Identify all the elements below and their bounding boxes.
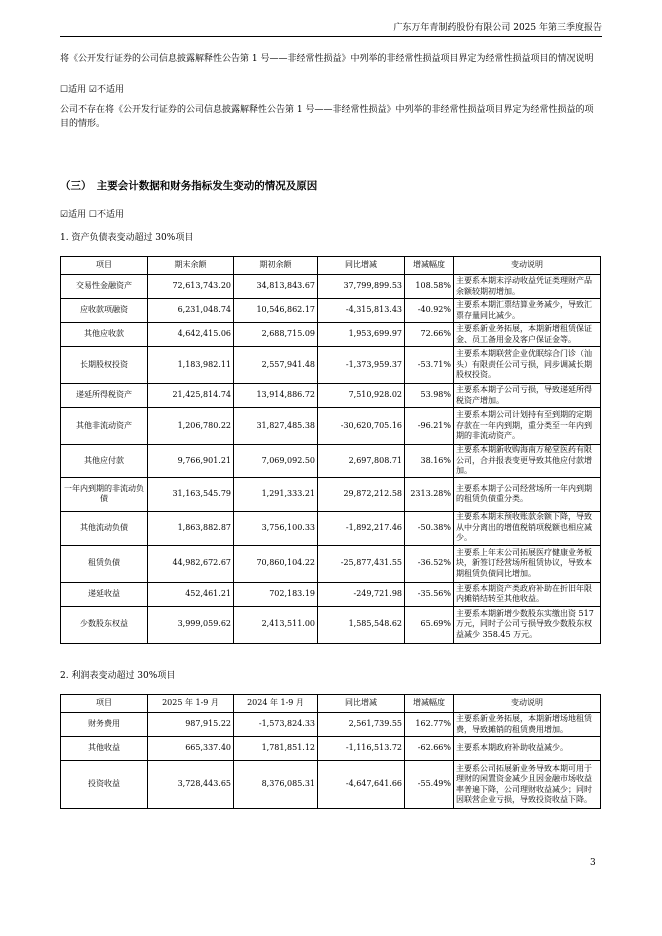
value-cell: 6,231,048.74 — [148, 299, 234, 323]
row-label-cell: 一年内到期的非流动负债 — [61, 477, 148, 511]
explanation-cell: 主要系本期新收购海南万秘堂医药有限公司，合并报表变更导致其他应付款增加。 — [454, 445, 601, 478]
column-header: 变动说明 — [454, 257, 601, 275]
table-row — [61, 545, 601, 582]
value-cell: 72,613,743.20 — [148, 275, 234, 299]
balance-sheet-table — [60, 256, 601, 644]
value-cell: 3,728,443.65 — [148, 761, 234, 809]
value-cell: 9,766,901.21 — [148, 445, 234, 478]
value-cell: -55.49% — [405, 761, 454, 809]
value-cell: -25,877,431.55 — [318, 545, 405, 582]
value-cell: 70,860,104.22 — [234, 545, 318, 582]
value-cell: 72.66% — [405, 323, 454, 347]
value-cell: -1,573,824.33 — [234, 713, 318, 737]
explanation-cell: 主要系本期子公司亏损，导致递延所得税资产增加。 — [454, 384, 601, 408]
value-cell: 7,510,928.02 — [318, 384, 405, 408]
table-row — [61, 323, 601, 347]
table-row — [61, 606, 601, 643]
row-label-cell: 长期股权投资 — [61, 347, 148, 384]
column-header: 2024 年 1-9 月 — [234, 695, 318, 713]
value-cell: -1,892,217.46 — [318, 511, 405, 545]
explanation-cell: 主要系本期子公司经营场所一年内到期的租赁负债重分类。 — [454, 477, 601, 511]
table-row — [61, 299, 601, 323]
row-label-cell: 应收款项融资 — [61, 299, 148, 323]
table-row — [61, 511, 601, 545]
value-cell: 38.16% — [405, 445, 454, 478]
value-cell: 21,425,814.74 — [148, 384, 234, 408]
value-cell: 665,337.40 — [148, 737, 234, 761]
value-cell: 3,756,100.33 — [234, 511, 318, 545]
table-row — [61, 737, 601, 761]
row-label-cell: 财务费用 — [61, 713, 148, 737]
income-statement-table — [60, 694, 601, 809]
column-header: 增减幅度 — [405, 257, 454, 275]
value-cell: 29,872,212.58 — [318, 477, 405, 511]
explanation-cell: 主要系本期末浮动收益凭证类理财产品余额较期初增加。 — [454, 275, 601, 299]
value-cell: 7,069,092.50 — [234, 445, 318, 478]
value-cell: -4,647,641.66 — [318, 761, 405, 809]
income-table-title: 2. 利润表变动超过 30%项目 — [60, 671, 176, 681]
table-row — [61, 445, 601, 478]
value-cell: -249,721.98 — [318, 582, 405, 606]
column-header: 变动说明 — [454, 695, 601, 713]
row-label-cell: 其他流动负债 — [61, 511, 148, 545]
row-label-cell: 投资收益 — [61, 761, 148, 809]
column-header: 同比增减 — [318, 257, 405, 275]
page-number: 3 — [590, 858, 596, 868]
value-cell: 2,688,715.09 — [234, 323, 318, 347]
section-checkbox-line: ☑适用 ☐不适用 — [60, 210, 124, 220]
value-cell: -36.52% — [405, 545, 454, 582]
intro-checkbox-line: ☐适用 ☑不适用 — [60, 85, 124, 95]
table-row — [61, 275, 601, 299]
value-cell: -53.71% — [405, 347, 454, 384]
value-cell: -40.92% — [405, 299, 454, 323]
value-cell: -50.38% — [405, 511, 454, 545]
explanation-cell: 主要系本期政府补助收益减少。 — [454, 737, 601, 761]
explanation-cell: 主要系本期资产类政府补助在折旧年限内摊销结转至其他收益。 — [454, 582, 601, 606]
table-row — [61, 582, 601, 606]
explanation-cell: 主要系本期联营企业优眠综合门诊（汕头）有限责任公司亏损，同步调减长期股权投资。 — [454, 347, 601, 384]
table-row — [61, 384, 601, 408]
table-header-row — [61, 257, 601, 275]
explanation-cell: 主要系本期公司计划持有至到期的定期存款在一年内到期，重分类至一年内到期的非流动资产。 — [454, 408, 601, 445]
value-cell: 702,183.19 — [234, 582, 318, 606]
report-title: 广东万年青制药股份有限公司 2025 年第三季度报告 — [393, 23, 602, 33]
row-label-cell: 其他应收款 — [61, 323, 148, 347]
table-row — [61, 477, 601, 511]
value-cell: 987,915.22 — [148, 713, 234, 737]
column-header: 期末余额 — [148, 257, 234, 275]
value-cell: 2,697,808.71 — [318, 445, 405, 478]
value-cell: 162.77% — [405, 713, 454, 737]
row-label-cell: 少数股东权益 — [61, 606, 148, 643]
explanation-cell: 主要系公司拓展新业务导致本期可用于理财的闲置资金减少且因金融市场收益率普遍下降，公司理财收益减少；同时因联营企业亏损，导致投资收益下降。 — [454, 761, 601, 809]
value-cell: 37,799,899.53 — [318, 275, 405, 299]
value-cell: 31,827,485.38 — [234, 408, 318, 445]
table-row — [61, 347, 601, 384]
value-cell: 1,781,851.12 — [234, 737, 318, 761]
value-cell: 1,206,780.22 — [148, 408, 234, 445]
table-row — [61, 408, 601, 445]
value-cell: 2313.28% — [405, 477, 454, 511]
value-cell: 8,376,085.31 — [234, 761, 318, 809]
intro-paragraph-1: 将《公开发行证券的公司信息披露解释性公告第 1 号——非经常性损益》中列举的非经常性损益项目界定为经常性损益项目的情况说明 — [60, 54, 594, 64]
explanation-cell: 主要系新业务拓展，本期新增租赁保证金、员工备用金及客户保证金等。 — [454, 323, 601, 347]
column-header: 增减幅度 — [405, 695, 454, 713]
value-cell: -30,620,705.16 — [318, 408, 405, 445]
value-cell: -4,315,813.43 — [318, 299, 405, 323]
column-header: 项目 — [61, 257, 148, 275]
value-cell: 65.69% — [405, 606, 454, 643]
column-header: 同比增减 — [318, 695, 405, 713]
value-cell: 53.98% — [405, 384, 454, 408]
row-label-cell: 其他收益 — [61, 737, 148, 761]
row-label-cell: 递延所得税资产 — [61, 384, 148, 408]
column-header: 2025 年 1-9 月 — [148, 695, 234, 713]
value-cell: 108.58% — [405, 275, 454, 299]
row-label-cell: 交易性金融资产 — [61, 275, 148, 299]
explanation-cell: 主要系上年末公司拓展医疗健康业务板块，新签订经营场所租赁协议，导致本期租赁负债同比增加。 — [454, 545, 601, 582]
table-row — [61, 761, 601, 809]
value-cell: 1,291,333.21 — [234, 477, 318, 511]
page-header — [60, 18, 602, 37]
intro-paragraph-2: 公司不存在将《公开发行证券的公司信息披露解释性公告第 1 号——非经常性损益》中列举的非经常性损益项目界定为经常性损益的项目的情形。 — [60, 105, 594, 129]
value-cell: -1,373,959.37 — [318, 347, 405, 384]
value-cell: -35.56% — [405, 582, 454, 606]
column-header: 项目 — [61, 695, 148, 713]
value-cell: -62.66% — [405, 737, 454, 761]
value-cell: 2,413,511.00 — [234, 606, 318, 643]
balance-table-title: 1. 资产负债表变动超过 30%项目 — [60, 233, 194, 243]
value-cell: 13,914,886.72 — [234, 384, 318, 408]
value-cell: 10,546,862.17 — [234, 299, 318, 323]
row-label-cell: 其他非流动资产 — [61, 408, 148, 445]
value-cell: 34,813,843.67 — [234, 275, 318, 299]
value-cell: 2,557,941.48 — [234, 347, 318, 384]
row-label-cell: 其他应付款 — [61, 445, 148, 478]
value-cell: 1,183,982.11 — [148, 347, 234, 384]
explanation-cell: 主要系新业务拓展，本期新增场地租赁费，导致摊销的租赁费用增加。 — [454, 713, 601, 737]
explanation-cell: 主要系本期汇票结算业务减少，导致汇票存量同比减少。 — [454, 299, 601, 323]
value-cell: 4,642,415.06 — [148, 323, 234, 347]
value-cell: -96.21% — [405, 408, 454, 445]
column-header: 期初余额 — [234, 257, 318, 275]
value-cell: 3,999,059.62 — [148, 606, 234, 643]
value-cell: -1,116,513.72 — [318, 737, 405, 761]
value-cell: 2,561,739.55 — [318, 713, 405, 737]
table-header-row — [61, 695, 601, 713]
value-cell: 31,163,545.79 — [148, 477, 234, 511]
value-cell: 452,461.21 — [148, 582, 234, 606]
row-label-cell: 租赁负债 — [61, 545, 148, 582]
value-cell: 44,982,672.67 — [148, 545, 234, 582]
table-row — [61, 713, 601, 737]
value-cell: 1,953,699.97 — [318, 323, 405, 347]
value-cell: 1,585,548.62 — [318, 606, 405, 643]
row-label-cell: 递延收益 — [61, 582, 148, 606]
explanation-cell: 主要系本期新增少数股东实缴出资 517 万元，同时子公司亏损导致少数股东权益减少 358.45 万元。 — [454, 606, 601, 643]
value-cell: 1,863,882.87 — [148, 511, 234, 545]
section-heading: （三） 主要会计数据和财务指标发生变动的情况及原因 — [60, 180, 318, 192]
explanation-cell: 主要系本期末预收账款余额下降，导致从中分离出的增值税销项税额也相应减少。 — [454, 511, 601, 545]
